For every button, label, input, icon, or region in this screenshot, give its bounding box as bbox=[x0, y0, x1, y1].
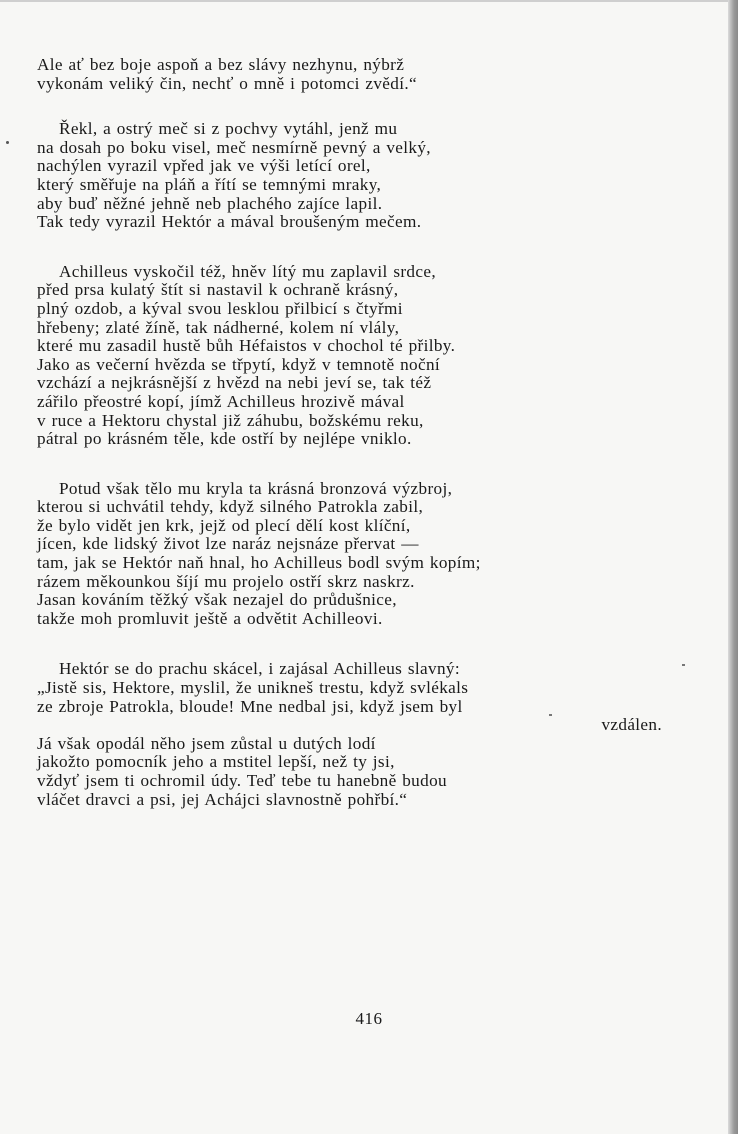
text-line: Achilleus vyskočil též, hněv lítý mu zaplavil srdce, bbox=[59, 261, 436, 281]
text-line: hřebeny; zlaté žíně, tak nádherné, kolem ní vlály, bbox=[37, 317, 400, 337]
page-number: 416 bbox=[355, 1009, 383, 1028]
text-line: Potud však tělo mu kryla ta krásná bronzová výzbroj, bbox=[59, 478, 453, 498]
stanza bbox=[37, 56, 662, 93]
text-line: ze zbroje Patrokla, bloude! Mne nedbal jsi, když jsem byl bbox=[37, 696, 463, 716]
text-line: v ruce a Hektoru chystal již záhubu, božskému reku, bbox=[37, 410, 424, 430]
text-line: Jasan kováním těžký však nezajel do průdušnice, bbox=[37, 590, 397, 610]
text-line: že bylo vidět jen krk, jejž od plecí dělí kost klíční, bbox=[37, 515, 411, 535]
margin-dot bbox=[6, 141, 9, 144]
text-line: vždyť jsem ti ochromil údy. Teď tebe tu hanebně budou bbox=[37, 771, 447, 790]
text-line: jícen, kde lidský život lze naráz nejsnáze přervat — bbox=[37, 534, 419, 554]
text-line: Jako as večerní hvězda se třpytí, když v temnotě noční bbox=[37, 354, 441, 374]
text-line: Hektór se do prachu skácel, i zajásal Achilleus slavný: bbox=[59, 659, 460, 679]
text-line: pátral po krásném těle, kde ostří by nejlépe vniklo. bbox=[37, 429, 412, 449]
text-line: který směřuje na pláň a řítí se temnými mraky, bbox=[37, 174, 382, 194]
text-line: jakožto pomocník jeho a mstitel lepší, než ty jsi, bbox=[37, 752, 395, 772]
text-line: kterou si uchvátil tehdy, když silného Patrokla zabil, bbox=[37, 497, 424, 517]
text-line: rázem měkounkou šíjí mu projelo ostří skrz naskrz. bbox=[37, 571, 415, 591]
text-line-overflow: vzdálen. bbox=[601, 715, 662, 735]
text-line: Já však opodál něho jsem zůstal u dutých lodí bbox=[37, 733, 376, 753]
text-line: „Jistě sis, Hektore, myslil, že unikneš trestu, když svlékals bbox=[37, 678, 469, 698]
margin-dot bbox=[682, 664, 685, 666]
text-line: plný ozdob, a kýval svou lesklou přilbicí s čtyřmi bbox=[37, 298, 403, 318]
page-top-edge bbox=[0, 0, 738, 2]
text-line: vláčet dravci a psi, jej Achájci slavnostně pohřbí.“ bbox=[37, 789, 408, 809]
text-line: vzchází a nejkrásnější z hvězd na nebi jeví se, tak též bbox=[37, 373, 432, 393]
stanza bbox=[37, 120, 662, 232]
stanza bbox=[37, 263, 662, 449]
stanza bbox=[37, 660, 662, 809]
text-line: nachýlen vyrazil vpřed jak ve výši letící orel, bbox=[37, 156, 371, 176]
text-line: takže moh promluvit ještě a odvětit Achilleovi. bbox=[37, 608, 383, 628]
text-line: Ale ať bez boje aspoň a bez slávy nezhynu, nýbrž bbox=[37, 55, 405, 74]
text-line: Tak tedy vyrazil Hektór a mával broušeným mečem. bbox=[37, 212, 422, 232]
poem-text bbox=[37, 56, 662, 809]
text-line: před prsa kulatý štít si nastavil k ochraně krásný, bbox=[37, 280, 399, 300]
text-line: tam, jak se Hektór naň hnal, ho Achilleus bodl svým kopím; bbox=[37, 553, 481, 573]
text-line: aby buď něžné jehně neb plachého zajíce lapil. bbox=[37, 193, 383, 213]
text-line: Řekl, a ostrý meč si z pochvy vytáhl, jenž mu bbox=[59, 119, 398, 139]
text-line: které mu zasadil hustě bůh Héfaistos v chochol té přilby. bbox=[37, 336, 456, 356]
page-binding-edge bbox=[728, 0, 738, 1134]
stanza bbox=[37, 480, 662, 629]
text-line: vykonám veliký čin, nechť o mně i potomci zvědí.“ bbox=[37, 73, 417, 93]
text-line: na dosah po boku visel, meč nesmírně pevný a velký, bbox=[37, 137, 431, 157]
text-line: zářilo přeostré kopí, jímž Achilleus hrozivě mával bbox=[37, 391, 405, 411]
